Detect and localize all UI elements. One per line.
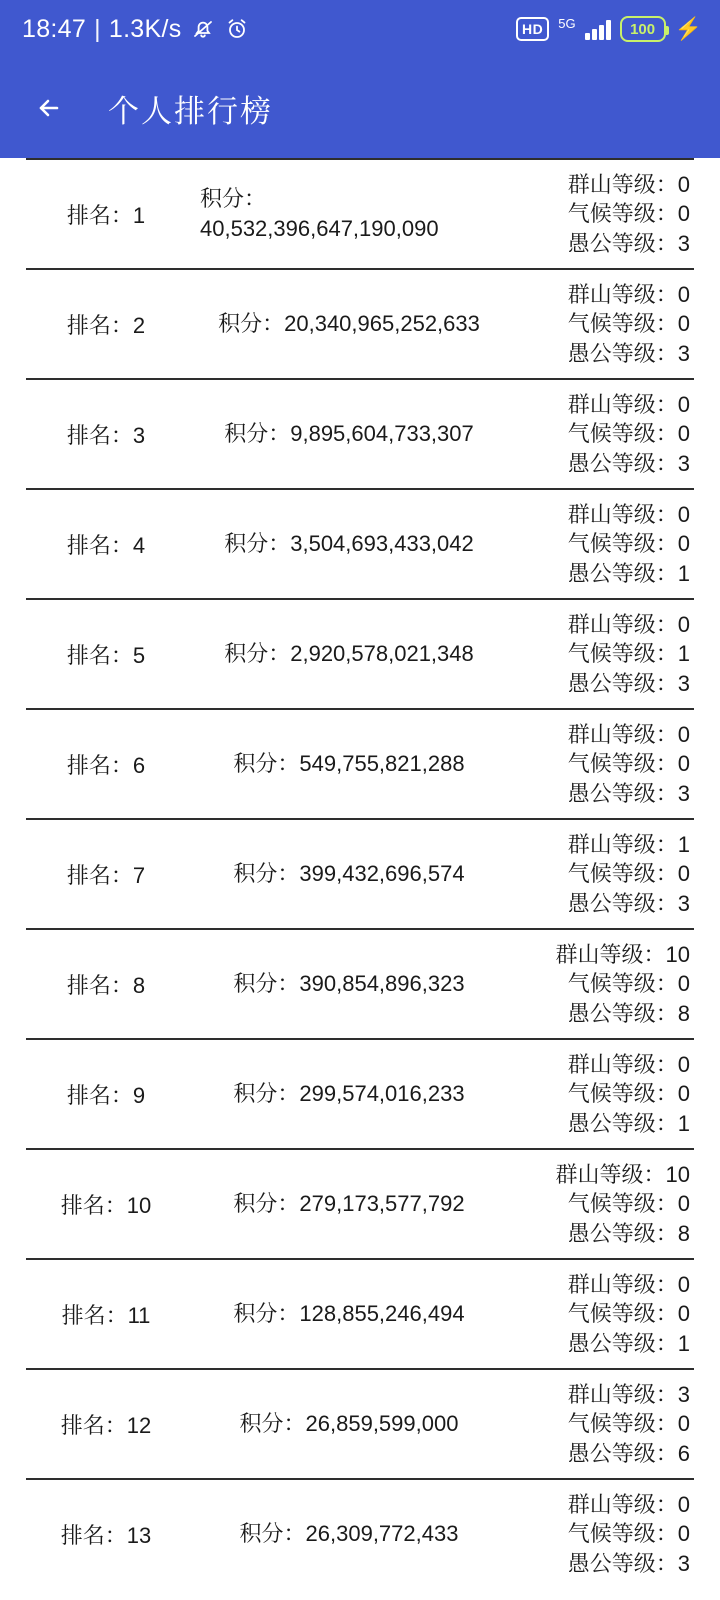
- yugong-level: 愚公等级：3: [567, 230, 690, 256]
- battery-icon: [620, 16, 666, 42]
- score-label: 积分：390,854,896,323: [233, 971, 465, 997]
- score-label: 积分：26,309,772,433: [239, 1521, 459, 1547]
- app-bar: [0, 58, 720, 158]
- status-bar-right: [516, 16, 702, 42]
- table-row[interactable]: [26, 1260, 694, 1368]
- climate-level: 气候等级：0: [567, 751, 690, 777]
- mute-bell-icon: [190, 16, 216, 42]
- climate-level: 气候等级：0: [567, 311, 690, 337]
- levels-group: [512, 610, 694, 698]
- rank-label: 排名：6: [66, 752, 146, 778]
- rank-label: 排名：5: [66, 642, 146, 668]
- levels-group: [512, 940, 694, 1028]
- levels-group: [512, 170, 694, 258]
- score-label: 积分：9,895,604,733,307: [224, 421, 474, 447]
- hd-badge-icon: HD: [516, 17, 549, 41]
- mountain-level: 群山等级：10: [555, 942, 690, 968]
- yugong-level: 愚公等级：1: [567, 1330, 690, 1356]
- table-row[interactable]: [26, 1480, 694, 1588]
- table-row[interactable]: [26, 600, 694, 708]
- yugong-level: 愚公等级：3: [567, 890, 690, 916]
- climate-level: 气候等级：0: [567, 1521, 690, 1547]
- score-label: 积分：299,574,016,233: [233, 1081, 465, 1107]
- table-row[interactable]: [26, 270, 694, 378]
- mountain-level: 群山等级：0: [567, 282, 690, 308]
- levels-group: [512, 500, 694, 588]
- climate-level: 气候等级：0: [567, 531, 690, 557]
- table-row[interactable]: [26, 930, 694, 1038]
- table-row[interactable]: [26, 380, 694, 488]
- rank-label: 排名：10: [60, 1192, 152, 1218]
- mountain-level: 群山等级：0: [567, 1272, 690, 1298]
- mountain-level: 群山等级：0: [567, 502, 690, 528]
- levels-group: [512, 1270, 694, 1358]
- score-label: 积分：20,340,965,252,633: [218, 311, 480, 337]
- rank-label: 排名：13: [60, 1522, 152, 1548]
- climate-level: 气候等级：0: [567, 971, 690, 997]
- rank-label: 排名：8: [66, 972, 146, 998]
- levels-group: [512, 1050, 694, 1138]
- mountain-level: 群山等级：0: [567, 722, 690, 748]
- climate-level: 气候等级：0: [567, 1411, 690, 1437]
- table-row[interactable]: [26, 1370, 694, 1478]
- levels-group: [512, 280, 694, 368]
- score-label: 积分：399,432,696,574: [233, 861, 465, 887]
- mountain-level: 群山等级：0: [567, 172, 690, 198]
- yugong-level: 愚公等级：1: [567, 1110, 690, 1136]
- mountain-level: 群山等级：0: [567, 1492, 690, 1518]
- score-prefix: 积分：: [200, 186, 267, 212]
- levels-group: [512, 390, 694, 478]
- table-row[interactable]: [26, 1150, 694, 1258]
- table-row[interactable]: [26, 160, 694, 268]
- clock-text: 18:47: [22, 14, 87, 43]
- climate-level: 气候等级：1: [567, 641, 690, 667]
- rank-label: 排名：11: [61, 1302, 151, 1328]
- score-label: 积分：2,920,578,021,348: [224, 641, 474, 667]
- score-value: 40,532,396,647,190,090: [200, 216, 439, 241]
- yugong-level: 愚公等级：6: [567, 1440, 690, 1466]
- charging-bolt-icon: ⚡: [674, 16, 702, 41]
- yugong-level: 愚公等级：8: [567, 1000, 690, 1026]
- climate-level: 气候等级：0: [567, 1081, 690, 1107]
- yugong-level: 愚公等级：3: [567, 780, 690, 806]
- table-row[interactable]: [26, 710, 694, 818]
- rank-label: 排名：1: [66, 202, 146, 228]
- score-label: [186, 184, 512, 243]
- climate-level: 气候等级：0: [567, 201, 690, 227]
- climate-level: 气候等级：0: [567, 861, 690, 887]
- climate-level: 气候等级：0: [567, 421, 690, 447]
- yugong-level: 愚公等级：1: [567, 560, 690, 586]
- signal-bars-icon: [585, 18, 611, 40]
- score-label: 积分：26,859,599,000: [239, 1411, 459, 1437]
- battery-level-text: 100: [630, 20, 656, 38]
- rank-label: 排名：3: [66, 422, 146, 448]
- score-label: 积分：549,755,821,288: [233, 751, 465, 777]
- rank-label: 排名：12: [60, 1412, 152, 1438]
- page-title: 个人排行榜: [108, 93, 273, 129]
- levels-group: [512, 1380, 694, 1468]
- rank-label: 排名：7: [66, 862, 146, 888]
- network-speed-text: 1.3K/s: [108, 14, 182, 43]
- climate-level: 气候等级：0: [567, 1191, 690, 1217]
- leaderboard-list[interactable]: [0, 158, 720, 1588]
- status-separator: |: [94, 14, 101, 43]
- score-label: 积分：279,173,577,792: [233, 1191, 465, 1217]
- mountain-level: 群山等级：0: [567, 1052, 690, 1078]
- rank-label: 排名：9: [66, 1082, 146, 1108]
- network-type-label: 5G: [558, 16, 576, 31]
- yugong-level: 愚公等级：3: [567, 1550, 690, 1576]
- table-row[interactable]: [26, 490, 694, 598]
- levels-group: [512, 830, 694, 918]
- levels-group: [512, 1490, 694, 1578]
- yugong-level: 愚公等级：3: [567, 670, 690, 696]
- levels-group: [512, 720, 694, 808]
- score-label: 积分：3,504,693,433,042: [224, 531, 474, 557]
- table-row[interactable]: [26, 820, 694, 928]
- alarm-clock-icon: [224, 16, 250, 42]
- back-arrow-icon[interactable]: [30, 87, 72, 129]
- yugong-level: 愚公等级：3: [567, 340, 690, 366]
- mountain-level: 群山等级：0: [567, 612, 690, 638]
- mountain-level: 群山等级：3: [567, 1382, 690, 1408]
- table-row[interactable]: [26, 1040, 694, 1148]
- status-bar: [0, 0, 720, 58]
- rank-label: 排名：2: [66, 312, 146, 338]
- mountain-level: 群山等级：1: [567, 832, 690, 858]
- mountain-level: 群山等级：10: [555, 1162, 690, 1188]
- yugong-level: 愚公等级：3: [567, 450, 690, 476]
- score-label: 积分：128,855,246,494: [233, 1301, 465, 1327]
- climate-level: 气候等级：0: [567, 1301, 690, 1327]
- rank-label: 排名：4: [66, 532, 146, 558]
- status-bar-left: [22, 15, 250, 44]
- levels-group: [512, 1160, 694, 1248]
- yugong-level: 愚公等级：8: [567, 1220, 690, 1246]
- mountain-level: 群山等级：0: [567, 392, 690, 418]
